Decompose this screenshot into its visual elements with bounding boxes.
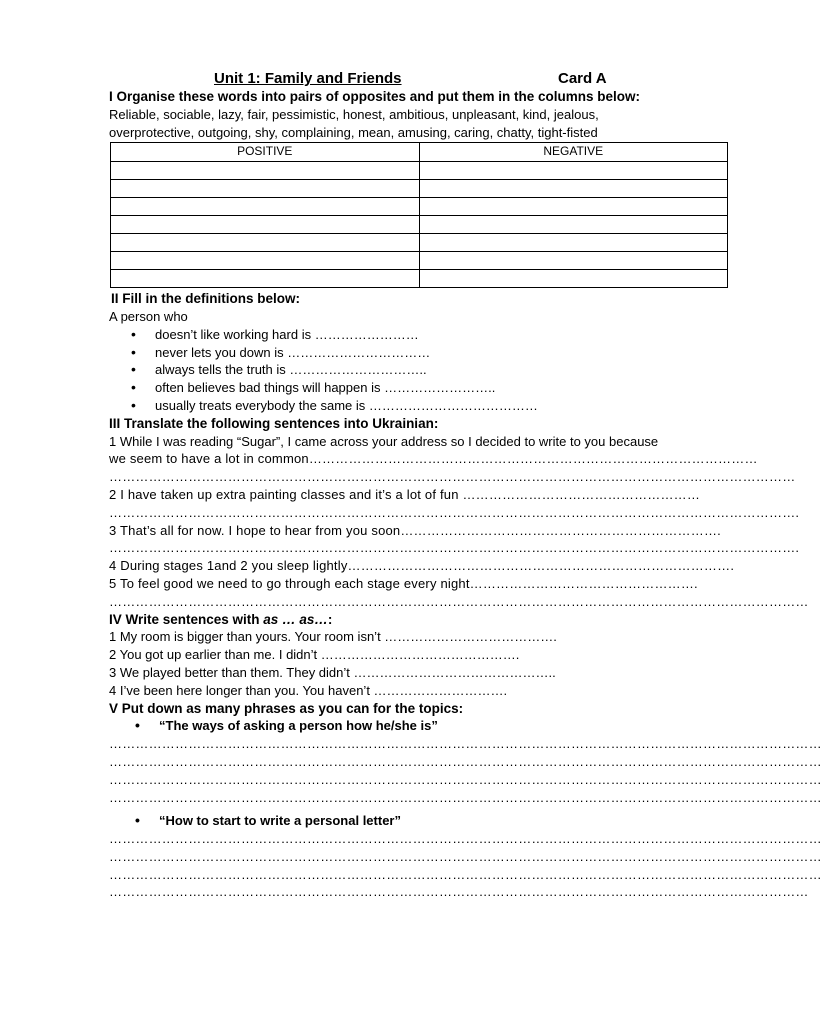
answer-line[interactable]: …………………………………………………………………………………………………………………………………………. xyxy=(109,504,800,520)
translate-line: 3 That’s all for now. I hope to hear from you soon………………………………………………………………. xyxy=(109,522,721,538)
list-item: • always tells the truth is ………………………….. xyxy=(155,361,729,379)
table-row xyxy=(111,162,728,180)
positive-cell[interactable] xyxy=(111,216,420,234)
answer-line[interactable]: ……………………………………………………………………………………………………………………………………………… xyxy=(109,848,822,864)
section1-heading: I Organise these words into pairs of opposites and put them in the columns below: xyxy=(109,89,641,104)
section2-intro: A person who xyxy=(109,308,188,324)
negative-cell[interactable] xyxy=(419,198,728,216)
negative-cell[interactable] xyxy=(419,162,728,180)
section4-heading xyxy=(109,611,729,629)
sentence-line: 4 I’ve been here longer than you. You haven’t …………………………. xyxy=(109,682,508,698)
positive-column-header: POSITIVE xyxy=(111,143,420,162)
answer-line[interactable]: ……………………………………………………………………………………………………………………………………………… xyxy=(109,736,822,752)
section5-heading: V Put down as many phrases as you can for the topics: xyxy=(109,700,464,716)
answer-line[interactable]: …………………………………………………………………………………………………………………………………………… xyxy=(109,884,809,900)
section3-heading: III Translate the following sentences into Ukrainian: xyxy=(109,415,439,431)
answer-line[interactable]: ……………………………………………………………………………………………………………………………………………… xyxy=(109,771,822,787)
table-row xyxy=(111,252,728,270)
section1-words-line2: overprotective, outgoing, shy, complaining, mean, amusing, caring, chatty, tight-fisted xyxy=(109,124,598,140)
answer-line[interactable]: …………………………………………………………………………………………………………………………………………. xyxy=(109,540,800,556)
negative-cell[interactable] xyxy=(419,252,728,270)
negative-cell[interactable] xyxy=(419,270,728,288)
translate-line: 4 During stages 1and 2 you sleep lightly……………………………………………………………………………. xyxy=(109,558,735,574)
negative-cell[interactable] xyxy=(419,234,728,252)
topic1-heading: • “The ways of asking a person how he/she is” xyxy=(109,717,729,735)
worksheet xyxy=(109,68,822,901)
sentence-line: 3 We played better than them. They didn’t ……………………………………….. xyxy=(109,664,556,680)
list-item: • doesn’t like working hard is …………………… xyxy=(155,326,729,344)
translate-line: 5 To feel good we need to go through each stage every night……………………………………………. xyxy=(109,575,698,591)
worksheet-title xyxy=(109,68,729,88)
table-row xyxy=(111,270,728,288)
section4-heading-italic: as … as… xyxy=(263,611,328,627)
card-label: Card A xyxy=(558,70,607,87)
positive-cell[interactable] xyxy=(111,252,420,270)
negative-cell[interactable] xyxy=(419,180,728,198)
answer-line[interactable]: ……………………………………………………………………………………………………………………………………………… xyxy=(109,866,822,882)
negative-column-header: NEGATIVE xyxy=(419,143,728,162)
table-row xyxy=(111,198,728,216)
positive-cell[interactable] xyxy=(111,270,420,288)
positive-cell[interactable] xyxy=(111,198,420,216)
table-row xyxy=(111,180,728,198)
table-row xyxy=(111,234,728,252)
negative-cell[interactable] xyxy=(419,216,728,234)
section2-heading: II Fill in the definitions below: xyxy=(111,291,300,307)
answer-line[interactable]: ………………………………………………………………………………………………………………………………………… xyxy=(109,469,796,485)
sentence-line: 1 My room is bigger than yours. Your room isn’t …………………………………. xyxy=(109,629,557,645)
translate-line: 1 While I was reading “Sugar”, I came across your address so I decided to write to you because xyxy=(109,433,659,449)
definitions-list xyxy=(109,326,729,415)
section1-words-line1: Reliable, sociable, lazy, fair, pessimistic, honest, ambitious, unpleasant, kind, jealous, xyxy=(109,106,599,122)
list-item: • usually treats everybody the same is ………………………………… xyxy=(155,397,729,415)
answer-line[interactable]: ……………………………………………………………………………………………………………………………………………… xyxy=(109,831,822,847)
translate-line: we seem to have a lot in common………………………………………………………………………………………… xyxy=(109,451,758,467)
answer-line[interactable]: ……………………………………………………………………………………………………………………………………………… xyxy=(109,753,822,769)
opposites-table xyxy=(110,142,728,288)
answer-line[interactable]: …………………………………………………………………………………………………………………………………………… xyxy=(109,593,809,609)
list-item: • never lets you down is …………………………… xyxy=(155,344,729,362)
section4-heading-suffix: : xyxy=(327,611,333,627)
section4-heading-prefix: IV Write sentences with xyxy=(109,611,264,627)
unit-title: Unit 1: Family and Friends xyxy=(214,70,402,87)
topic2-heading: • “How to start to write a personal letter” xyxy=(109,812,729,830)
positive-cell[interactable] xyxy=(111,162,420,180)
sentence-line: 2 You got up earlier than me. I didn’t ………………………………………. xyxy=(109,647,520,663)
positive-cell[interactable] xyxy=(111,234,420,252)
answer-line[interactable]: ……………………………………………………………………………………………………………………………………………… xyxy=(109,789,822,805)
table-row xyxy=(111,216,728,234)
positive-cell[interactable] xyxy=(111,180,420,198)
translate-line: 2 I have taken up extra painting classes and it’s a lot of fun ……………………………………………… xyxy=(109,486,701,502)
list-item: • often believes bad things will happen is …………………….. xyxy=(155,379,729,397)
